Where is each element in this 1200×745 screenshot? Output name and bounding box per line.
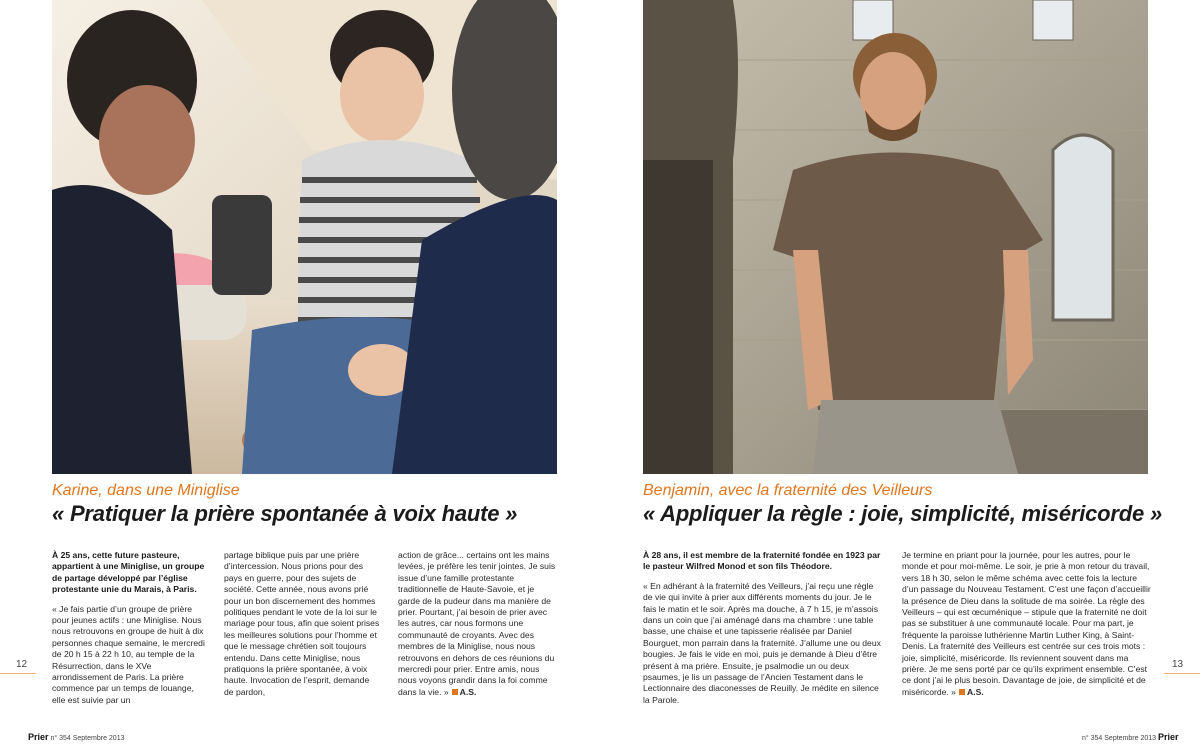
- photo-illustration: [52, 0, 557, 474]
- signature: A.S.: [966, 686, 984, 697]
- body-paragraph: [398, 550, 558, 698]
- kicker: Karine, dans une Miniglise: [52, 482, 240, 499]
- body-text: action de grâce... certains ont les mains levées, je préfère les tenir jointes. Je suis issue d’une famille protestante traditionnelle de Haute-Savoie, et je garde de la pudeur dans ma manière de prier. Pourtant, j’ai besoin de prier avec les autres, car nous formons une communauté de croyants. Avec des membres de la Miniglise, nous nous retrouvons en dehors de ces réunions du mercredi pour prier. Entre amis, nous nous voyons grandir dans la foi comme dans la vie. »: [398, 550, 556, 697]
- text-column-1: [52, 550, 208, 714]
- text-column-1: [643, 550, 885, 714]
- page-number: 12: [16, 659, 28, 670]
- photo-karine-group: [52, 0, 557, 474]
- kicker: Benjamin, avec la fraternité des Veilleurs: [643, 482, 933, 499]
- headline: « Pratiquer la prière spontanée à voix haute »: [52, 501, 518, 526]
- footer-brand: Prier: [1157, 732, 1179, 742]
- footer: [28, 732, 125, 742]
- footer: [1082, 732, 1179, 742]
- signature: A.S.: [459, 686, 477, 697]
- body-paragraph: « En adhérant à la fraternité des Veilleurs, j’ai reçu une règle de vie qui invite à prier aux différents moments du jour. Je le fais le matin et le soir. Après ma douche, à 7 h 15, je m’assois dans un coin que j’ai aménagé dans ma chambre : une table basse, une chaise et une tapisserie réalisée par Daniel Bourguet, mon parrain dans la fraternité. J’allume une ou deux bougies. Je fais le vide en moi, puis je demande à Dieu d’être présent à ma prière. Ensuite, je psalmodie un ou deux psaumes, je lis un passage de l’Ancien Testament dans le Lectionnaire des diaconesses de Reuilly. Je médite en silence la Parole.: [643, 580, 881, 705]
- lead-paragraph: À 28 ans, il est membre de la fraternité fondée en 1923 par le pasteur Wilfred Monod et son fils Théodore.: [643, 550, 881, 572]
- body-paragraph: partage biblique puis par une prière d’intercession. Nous prions pour des pays en guerre, pour des sujets de société. Cette année, nous avons prié pour un bon discernement des hommes politiques pendant le vote de la loi sur le mariage pour tous, afin que soient prises les meilleures solutions pour l’homme et que le message chrétien soit toujours entendu. Dans cette Miniglise, nous pratiquons la prière spontanée, à voix haute. Invocation de l’esprit, demande de pardon,: [224, 550, 380, 697]
- footer-issue: n° 354 Septembre 2013: [50, 735, 125, 742]
- body-paragraph: « Je fais partie d’un groupe de prière pour jeunes actifs : une Miniglise. Nous nous retrouvons en groupe de huit à dix personnes chaque semaine, le mercredi de 20 h 15 à 22 h 10, au temple de la Résurrection, dans le XVe arrondissement de Paris. La prière commence par un temps de louange, elle est suivie par un: [52, 603, 205, 705]
- end-mark-icon: [452, 689, 458, 695]
- photo-benjamin: [643, 0, 1148, 474]
- end-mark-icon: [959, 689, 965, 695]
- footer-brand: Prier: [28, 732, 49, 742]
- right-page: [600, 0, 1200, 745]
- text-column-2: [224, 550, 380, 706]
- lead-paragraph: À 25 ans, cette future pasteure, appartient à une Miniglise, un groupe de partage développé par l’église protestante unie du Marais, à Paris.: [52, 550, 205, 595]
- page-number: 13: [1172, 659, 1184, 670]
- body-text: Je termine en priant pour la journée, pour les autres, pour le monde et pour moi-même. Le soir, je prie à mon retour du travail, vers 18 h 30, selon le même schéma avec cette fois la lecture d’un passage du Nouveau Testament. C’est une façon d’accueillir la présence de Dieu dans la solitude de ma soirée. La règle des Veilleurs – qui est œcuménique – stipule que la fraternité ne doit pas se substituer à une communauté locale. Pour ma part, je fréquente la paroisse luthérienne Martin Luther King, à Saint-Denis. La fraternité des Veilleurs est centrée sur ces trois mots : joie, simplicité, miséricorde. Ils reviennent souvent dans ma prière. Je me sens porté par ce qu’ils expriment ensemble. C’est ce dont j’ai le plus besoin. Davantage de joie, de simplicité et de miséricorde. »: [902, 550, 1151, 697]
- headline: « Appliquer la règle : joie, simplicité, miséricorde »: [643, 501, 1163, 526]
- footer-issue: n° 354 Septembre 2013: [1082, 735, 1157, 742]
- text-column-2: [902, 550, 1152, 706]
- page-number-rule: [1164, 673, 1200, 674]
- photo-illustration: [643, 0, 1148, 474]
- text-column-3: [398, 550, 558, 706]
- page-number-rule: [0, 673, 36, 674]
- body-paragraph: [902, 550, 1152, 698]
